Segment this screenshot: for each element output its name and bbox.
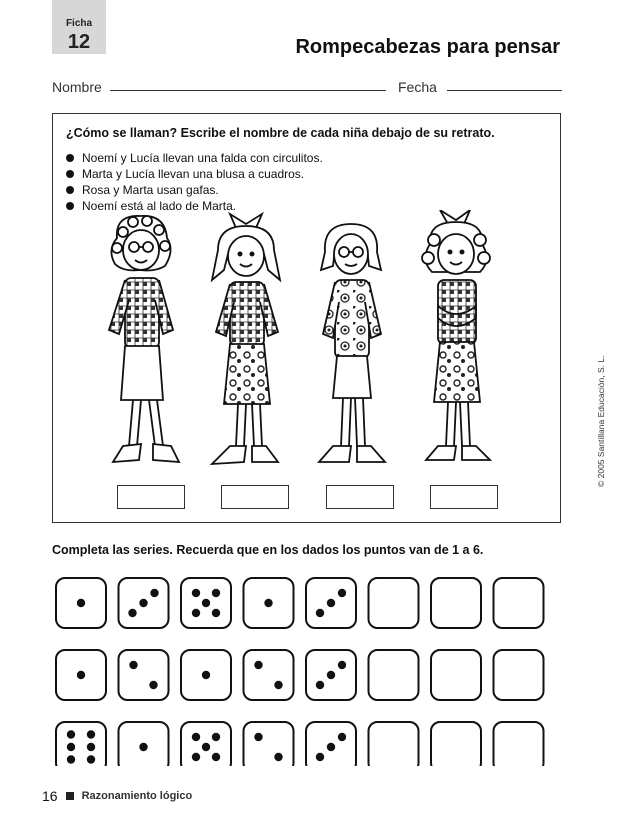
- answer-box-4[interactable]: [430, 485, 498, 509]
- die-pip: [254, 661, 262, 669]
- die-pip: [192, 753, 200, 761]
- die-pip: [316, 681, 324, 689]
- clue-text: Marta y Lucía llevan una blusa a cuadros.: [82, 167, 305, 181]
- die-pip: [338, 589, 346, 597]
- ficha-label: Ficha: [65, 18, 93, 29]
- section-name: Razonamiento lógico: [81, 790, 193, 802]
- die-pip: [316, 753, 324, 761]
- die-pip: [129, 661, 137, 669]
- answer-box-3[interactable]: [326, 485, 394, 509]
- die-pip: [150, 589, 158, 597]
- empty-die-box[interactable]: [369, 650, 419, 700]
- clue-list: [66, 150, 323, 214]
- die-pip: [192, 609, 200, 617]
- clue-text: Noemí y Lucía llevan una falda con circulitos.: [82, 151, 323, 165]
- die-pip: [212, 609, 220, 617]
- task1-question: ¿Cómo se llaman? Escribe el nombre de cada niña debajo de su retrato.: [66, 126, 495, 140]
- square-icon: [66, 792, 74, 800]
- clue-item: [66, 182, 323, 198]
- answer-box-2[interactable]: [221, 485, 289, 509]
- date-label: Fecha: [398, 79, 437, 95]
- die-pip: [139, 599, 147, 607]
- clue-item: [66, 150, 323, 166]
- die-pip: [77, 599, 85, 607]
- empty-die-box[interactable]: [431, 722, 481, 766]
- die-face: [119, 650, 169, 700]
- page-number: 16: [42, 788, 58, 804]
- copyright-note: © 2005 Santillana Educación, S. L.: [596, 355, 606, 487]
- die-pip: [67, 755, 75, 763]
- die-pip: [139, 743, 147, 751]
- name-label: Nombre: [52, 79, 102, 95]
- bullet-icon: [66, 170, 74, 178]
- date-field[interactable]: [447, 90, 562, 91]
- die-pip: [87, 730, 95, 738]
- bullet-icon: [66, 154, 74, 162]
- empty-die-box[interactable]: [369, 722, 419, 766]
- die-pip: [192, 733, 200, 741]
- die-pip: [327, 671, 335, 679]
- footer: [42, 788, 192, 804]
- clue-item: [66, 166, 323, 182]
- die-pip: [274, 753, 282, 761]
- answer-box-1[interactable]: [117, 485, 185, 509]
- die-pip: [254, 733, 262, 741]
- die-pip: [202, 599, 210, 607]
- die-face: [244, 650, 294, 700]
- girls-illustration: [95, 210, 515, 480]
- die-pip: [202, 743, 210, 751]
- name-field[interactable]: [110, 90, 386, 91]
- dice-grid: [52, 576, 564, 766]
- die-pip: [327, 743, 335, 751]
- clue-text: Rosa y Marta usan gafas.: [82, 183, 219, 197]
- empty-die-box[interactable]: [494, 722, 544, 766]
- girl-1: [109, 216, 179, 462]
- die-pip: [77, 671, 85, 679]
- ficha-number: 12: [67, 31, 91, 53]
- die-pip: [327, 599, 335, 607]
- die-pip: [67, 730, 75, 738]
- die-pip: [338, 661, 346, 669]
- girl-4: [422, 210, 490, 460]
- girl-3: [319, 224, 385, 462]
- clue-text: Noemí está al lado de Marta.: [82, 199, 237, 213]
- die-pip: [212, 733, 220, 741]
- die-pip: [264, 599, 272, 607]
- die-pip: [274, 681, 282, 689]
- task2-instruction: Completa las series. Recuerda que en los dados los puntos van de 1 a 6.: [52, 543, 484, 557]
- die-pip: [338, 733, 346, 741]
- die-pip: [87, 743, 95, 751]
- die-pip: [212, 589, 220, 597]
- die-pip: [212, 753, 220, 761]
- bullet-icon: [66, 202, 74, 210]
- empty-die-box[interactable]: [494, 578, 544, 628]
- die-face: [244, 722, 294, 766]
- girl-2: [212, 214, 280, 464]
- die-face: [56, 722, 106, 766]
- die-pip: [316, 609, 324, 617]
- empty-die-box[interactable]: [494, 650, 544, 700]
- die-pip: [87, 755, 95, 763]
- die-pip: [202, 671, 210, 679]
- bullet-icon: [66, 186, 74, 194]
- die-pip: [67, 743, 75, 751]
- page-title: Rompecabezas para pensar: [295, 36, 560, 58]
- die-pip: [128, 609, 136, 617]
- die-pip: [149, 681, 157, 689]
- ficha-tab: [52, 0, 106, 54]
- die-pip: [192, 589, 200, 597]
- empty-die-box[interactable]: [369, 578, 419, 628]
- empty-die-box[interactable]: [431, 650, 481, 700]
- empty-die-box[interactable]: [431, 578, 481, 628]
